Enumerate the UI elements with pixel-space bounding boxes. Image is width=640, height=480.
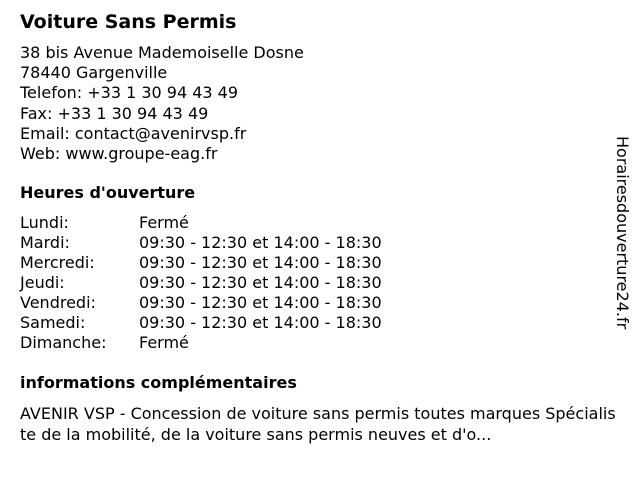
day-hours: Fermé [139, 213, 189, 232]
day-hours: 09:30 - 12:30 et 14:00 - 18:30 [139, 313, 382, 332]
address-street: 38 bis Avenue Mademoiselle Dosne [20, 43, 304, 62]
day-label: Mercredi: [20, 253, 95, 272]
day-label: Samedi: [20, 313, 86, 332]
day-label: Lundi: [20, 213, 69, 232]
additional-info-heading: informations complémentaires [20, 373, 297, 392]
additional-info-text: AVENIR VSP - Concession de voiture sans permis toutes marques Spécialiste de la mobilité, de la voiture sans permis neuves et d'o... [20, 404, 616, 444]
phone-number: Telefon: +33 1 30 94 43 49 [20, 83, 239, 103]
fax-number: Fax: +33 1 30 94 43 49 [20, 103, 209, 123]
day-label: Dimanche: [20, 333, 107, 352]
day-hours: 09:30 - 12:30 et 14:00 - 18:30 [139, 233, 382, 252]
day-label: Vendredi: [20, 293, 96, 312]
day-label: Jeudi: [20, 273, 65, 292]
day-hours: 09:30 - 12:30 et 14:00 - 18:30 [139, 253, 382, 272]
business-name: Voiture Sans Permis [20, 11, 237, 33]
contact-block [20, 43, 304, 164]
website-address: Web: www.groupe-eag.fr [20, 143, 218, 163]
opening-hours-heading: Heures d'ouverture [20, 183, 196, 202]
day-hours: 09:30 - 12:30 et 14:00 - 18:30 [139, 273, 382, 292]
email-address: Email: contact@avenirvsp.fr [20, 123, 247, 143]
day-label: Mardi: [20, 233, 70, 252]
day-hours: 09:30 - 12:30 et 14:00 - 18:30 [139, 293, 382, 312]
site-watermark: Horairesdouverture24.fr [613, 136, 632, 330]
address-city: 78440 Gargenville [20, 63, 168, 83]
day-hours: Fermé [139, 333, 189, 352]
